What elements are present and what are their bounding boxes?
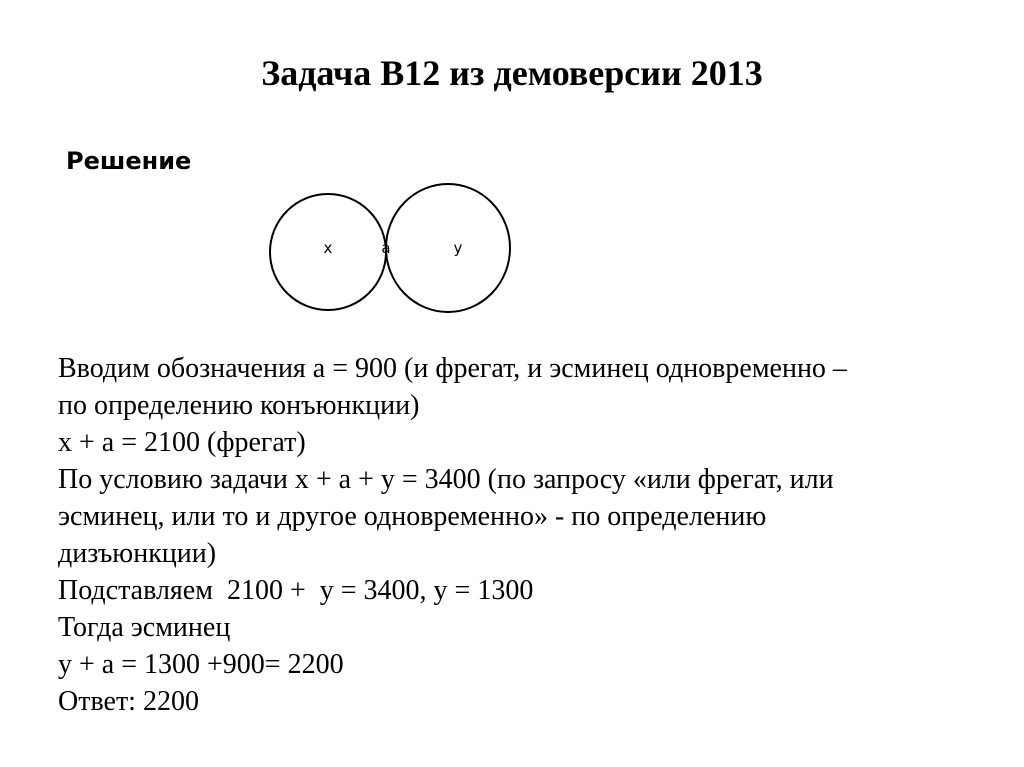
solution-line: Подставляем 2100 + y = 3400, y = 1300 — [58, 575, 534, 606]
solution-line: Вводим обозначения a = 900 (и фрегат, и эсминец одновременно – — [58, 353, 847, 384]
solution-line: по определению конъюнкции) — [58, 390, 420, 421]
solution-text — [58, 350, 978, 720]
solution-line: дизъюнкции) — [58, 538, 217, 569]
venn-label-x: x — [323, 239, 333, 257]
solution-line: эсминец, или то и другое одновременно» - по определению — [58, 501, 767, 532]
slide-title: Задача В12 из демоверсии 2013 — [261, 53, 763, 93]
solution-line: Тогда эсминец — [58, 612, 231, 643]
solution-line: По условию задачи x + a + y = 3400 (по запросу «или фрегат, или — [58, 464, 834, 495]
venn-diagram — [262, 176, 518, 324]
venn-label-y: y — [453, 239, 463, 257]
solution-heading: Решение — [66, 147, 192, 175]
solution-line: y + a = 1300 +900= 2200 — [58, 649, 344, 680]
venn-label-a: a — [381, 239, 391, 257]
answer-line: Ответ: 2200 — [58, 686, 199, 717]
venn-circle-right — [386, 184, 510, 312]
solution-line: x + a = 2100 (фрегат) — [58, 427, 306, 458]
